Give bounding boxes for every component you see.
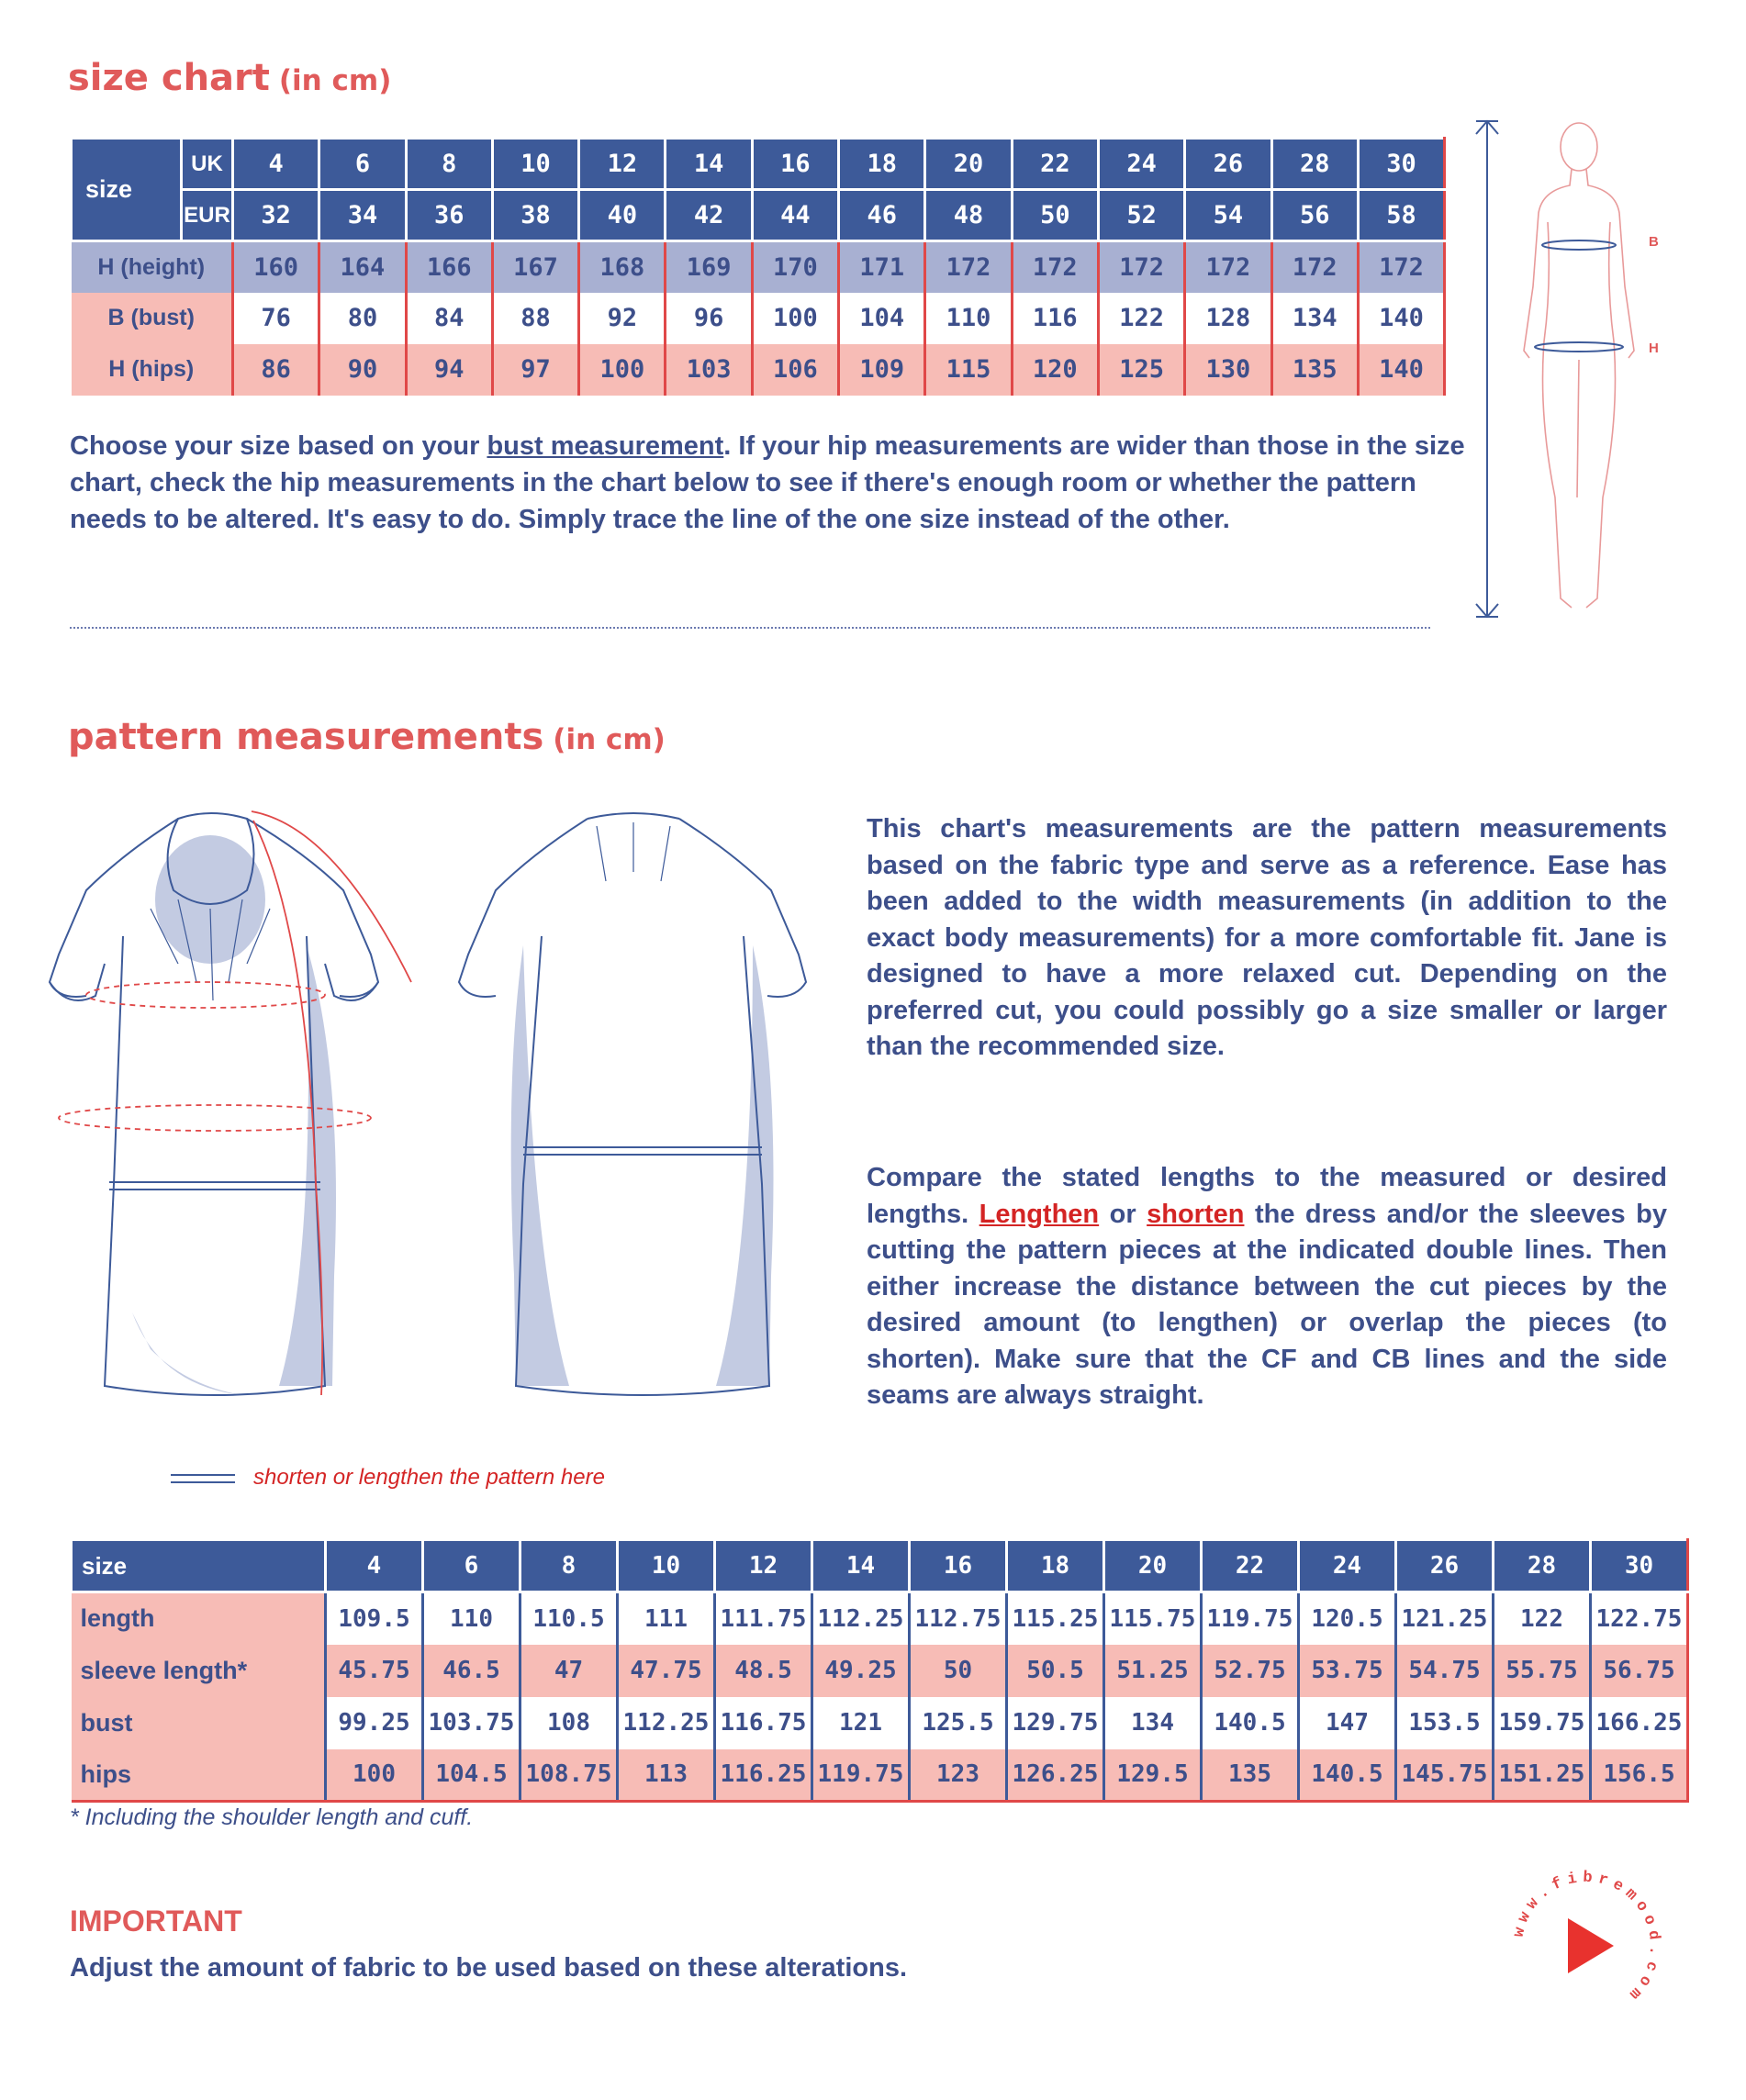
size-value-cell: 135 (1271, 344, 1358, 396)
fibremood-logo (1494, 1854, 1678, 2038)
size-value-cell: 84 (406, 293, 492, 344)
pattern-value-cell: 129.75 (1007, 1697, 1104, 1749)
uk-size-cell: 6 (319, 139, 406, 190)
important-title: IMPORTANT (70, 1905, 242, 1938)
size-value-cell: 80 (319, 293, 406, 344)
pattern-value-cell: 156.5 (1591, 1749, 1688, 1802)
pattern-value-cell: 115.25 (1007, 1592, 1104, 1645)
pattern-value-cell: 116.25 (715, 1749, 812, 1802)
lengthen-link[interactable]: Lengthen (979, 1199, 1100, 1229)
size-value-cell: 76 (233, 293, 319, 344)
row-label-hips: H (hips) (72, 344, 233, 396)
bust-measurement-link[interactable]: bust measurement (487, 431, 724, 461)
pattern-size-cell: 16 (910, 1540, 1007, 1592)
size-value-cell: 172 (925, 241, 1012, 293)
footnote: * Including the shoulder length and cuff. (70, 1804, 474, 1830)
pattern-value-cell: 111 (618, 1592, 715, 1645)
pattern-value-cell: 119.75 (812, 1749, 910, 1802)
size-value-cell: 104 (839, 293, 925, 344)
size-value-cell: 94 (406, 344, 492, 396)
eur-size-cell: 52 (1098, 190, 1184, 241)
size-value-cell: 169 (666, 241, 752, 293)
pattern-value-cell: 122.75 (1591, 1592, 1688, 1645)
pattern-row-bust (72, 1697, 1688, 1749)
size-uk-row (72, 139, 1445, 190)
size-value-cell: 172 (1358, 241, 1444, 293)
pattern-value-cell: 104.5 (423, 1749, 520, 1802)
size-row-bust (72, 293, 1445, 344)
size-value-cell: 166 (406, 241, 492, 293)
pattern-measurements-table (70, 1538, 1689, 1803)
pattern-value-cell: 50 (910, 1645, 1007, 1697)
size-value-cell: 106 (752, 344, 838, 396)
pattern-size-cell: 8 (520, 1540, 618, 1592)
shorten-link[interactable]: shorten (1147, 1199, 1245, 1229)
dress-back-illustration (450, 799, 835, 1423)
pattern-size-cell: 30 (1591, 1540, 1688, 1592)
eur-size-cell: 46 (839, 190, 925, 241)
size-eur-row (72, 190, 1445, 241)
pattern-value-cell: 46.5 (423, 1645, 520, 1697)
dress-front-illustration (40, 799, 444, 1423)
pattern-value-cell: 112.25 (618, 1697, 715, 1749)
pattern-value-cell: 47.75 (618, 1645, 715, 1697)
row-label-sleeve-length: sleeve length* (72, 1645, 326, 1697)
size-value-cell: 109 (839, 344, 925, 396)
pattern-value-cell: 110 (423, 1592, 520, 1645)
pattern-value-cell: 108.75 (520, 1749, 618, 1802)
size-value-cell: 160 (233, 241, 319, 293)
uk-size-cell: 28 (1271, 139, 1358, 190)
pattern-value-cell: 49.25 (812, 1645, 910, 1697)
pattern-row-sleeve-length (72, 1645, 1688, 1697)
uk-size-cell: 26 (1185, 139, 1271, 190)
pattern-title: pattern measurements (68, 716, 544, 758)
pattern-size-cell: 20 (1104, 1540, 1202, 1592)
eur-size-cell: 32 (233, 190, 319, 241)
size-value-cell: 125 (1098, 344, 1184, 396)
size-value-cell: 110 (925, 293, 1012, 344)
p2-text-a: Compare the stated lengths to the measured or desired lengths. (867, 1163, 1667, 1229)
pattern-value-cell: 52.75 (1202, 1645, 1299, 1697)
size-value-cell: 88 (492, 293, 578, 344)
pattern-value-cell: 103.75 (423, 1697, 520, 1749)
size-value-cell: 140 (1358, 344, 1444, 396)
size-value-cell: 97 (492, 344, 578, 396)
pattern-paragraph-1: This chart's measurements are the pattern measurements based on the fabric type and serve as a reference. Ease has been added to the width measurements (in addition to the exact body measurements) for a more comfortable fit. Jane is designed to have a more relaxed cut. Depending on the preferred cut, you could possibly go a size smaller or larger than the recommended size. (867, 814, 1667, 1061)
size-value-cell: 86 (233, 344, 319, 396)
eur-size-cell: 44 (752, 190, 838, 241)
uk-size-cell: 18 (839, 139, 925, 190)
legend-text: shorten or lengthen the pattern here (253, 1465, 605, 1490)
pattern-value-cell: 110.5 (520, 1592, 618, 1645)
pattern-size-cell: 10 (618, 1540, 715, 1592)
size-chart-table (70, 137, 1446, 396)
pattern-value-cell: 121 (812, 1697, 910, 1749)
eur-size-cell: 50 (1012, 190, 1098, 241)
pattern-value-cell: 112.75 (910, 1592, 1007, 1645)
size-value-cell: 172 (1271, 241, 1358, 293)
size-row-hips (72, 344, 1445, 396)
eur-size-cell: 34 (319, 190, 406, 241)
pattern-value-cell: 151.25 (1494, 1749, 1591, 1802)
note-before: Choose your size based on your (70, 431, 487, 461)
pattern-value-cell: 140.5 (1202, 1697, 1299, 1749)
size-value-cell: 120 (1012, 344, 1098, 396)
pattern-value-cell: 166.25 (1591, 1697, 1688, 1749)
uk-size-cell: 22 (1012, 139, 1098, 190)
size-value-cell: 96 (666, 293, 752, 344)
pattern-size-cell: 12 (715, 1540, 812, 1592)
eur-size-cell: 48 (925, 190, 1012, 241)
row-label-length: length (72, 1592, 326, 1645)
pattern-size-cell: 24 (1299, 1540, 1396, 1592)
p2-text-c: the dress and/or the sleeves by cutting the pattern pieces at the indicated double lines. Then either increase the distance between the cut pieces by the desired amount (to lengthen) or overlap the pieces (to shorten). Make sure that the CF and CB lines and the side seams are always straight. (867, 1199, 1668, 1410)
size-value-cell: 134 (1271, 293, 1358, 344)
size-value-cell: 115 (925, 344, 1012, 396)
row-label-bust: bust (72, 1697, 326, 1749)
uk-label: UK (182, 139, 233, 190)
eur-size-cell: 38 (492, 190, 578, 241)
eur-size-cell: 54 (1185, 190, 1271, 241)
pattern-value-cell: 56.75 (1591, 1645, 1688, 1697)
pattern-measurements-heading (68, 716, 666, 758)
pattern-size-cell: 6 (423, 1540, 520, 1592)
pattern-value-cell: 115.75 (1104, 1592, 1202, 1645)
eur-size-cell: 58 (1358, 190, 1444, 241)
size-value-cell: 100 (579, 344, 666, 396)
size-value-cell: 171 (839, 241, 925, 293)
size-value-cell: 130 (1185, 344, 1271, 396)
size-value-cell: 90 (319, 344, 406, 396)
pattern-value-cell: 51.25 (1104, 1645, 1202, 1697)
size-header-label: size (72, 139, 182, 241)
pattern-value-cell: 119.75 (1202, 1592, 1299, 1645)
size-chart-unit: (in cm) (278, 64, 392, 97)
double-line-icon (171, 1474, 235, 1483)
pattern-value-cell: 159.75 (1494, 1697, 1591, 1749)
pattern-size-cell: 26 (1396, 1540, 1494, 1592)
row-label-height: H (height) (72, 241, 233, 293)
pattern-value-cell: 48.5 (715, 1645, 812, 1697)
pattern-header-row (72, 1540, 1688, 1592)
pattern-paragraph-2 (867, 1160, 1667, 1414)
pattern-value-cell: 55.75 (1494, 1645, 1591, 1697)
pattern-value-cell: 129.5 (1104, 1749, 1202, 1802)
uk-size-cell: 4 (233, 139, 319, 190)
pattern-row-length (72, 1592, 1688, 1645)
size-value-cell: 116 (1012, 293, 1098, 344)
pattern-value-cell: 45.75 (326, 1645, 423, 1697)
size-chart-title: size chart (68, 57, 270, 99)
eur-size-cell: 56 (1271, 190, 1358, 241)
pattern-value-cell: 116.75 (715, 1697, 812, 1749)
body-figure-illustration (1469, 112, 1671, 626)
pattern-value-cell: 112.25 (812, 1592, 910, 1645)
row-label-bust: B (bust) (72, 293, 233, 344)
size-value-cell: 92 (579, 293, 666, 344)
pattern-size-cell: 18 (1007, 1540, 1104, 1592)
pattern-size-cell: 4 (326, 1540, 423, 1592)
size-value-cell: 122 (1098, 293, 1184, 344)
uk-size-cell: 8 (406, 139, 492, 190)
size-value-cell: 172 (1012, 241, 1098, 293)
figure-label-bust: B (1649, 234, 1659, 250)
pattern-value-cell: 122 (1494, 1592, 1591, 1645)
size-value-cell: 128 (1185, 293, 1271, 344)
pattern-value-cell: 140.5 (1299, 1749, 1396, 1802)
pattern-size-cell: 14 (812, 1540, 910, 1592)
eur-size-cell: 36 (406, 190, 492, 241)
pattern-value-cell: 99.25 (326, 1697, 423, 1749)
pattern-value-cell: 120.5 (1299, 1592, 1396, 1645)
pattern-value-cell: 100 (326, 1749, 423, 1802)
pattern-value-cell: 135 (1202, 1749, 1299, 1802)
pattern-size-cell: 28 (1494, 1540, 1591, 1592)
pattern-value-cell: 153.5 (1396, 1697, 1494, 1749)
size-value-cell: 140 (1358, 293, 1444, 344)
size-value-cell: 164 (319, 241, 406, 293)
note-after: . If your hip measurements are wider than those in the size chart, check the hip measurements in the chart below to see if there's enough room or whether the pattern needs to be altered. It's easy to do. Simply trace the line of the one size instead of the other. (70, 431, 1465, 534)
p2-text-b: or (1099, 1199, 1147, 1229)
size-chart-note (70, 428, 1465, 538)
section-divider (70, 627, 1430, 629)
pattern-size-cell: 22 (1202, 1540, 1299, 1592)
pattern-value-cell: 121.25 (1396, 1592, 1494, 1645)
pattern-value-cell: 145.75 (1396, 1749, 1494, 1802)
uk-size-cell: 14 (666, 139, 752, 190)
uk-size-cell: 12 (579, 139, 666, 190)
play-triangle-icon (1568, 1918, 1614, 1973)
size-value-cell: 172 (1185, 241, 1271, 293)
pattern-value-cell: 134 (1104, 1697, 1202, 1749)
eur-size-cell: 42 (666, 190, 752, 241)
pattern-value-cell: 47 (520, 1645, 618, 1697)
pattern-value-cell: 109.5 (326, 1592, 423, 1645)
important-text: Adjust the amount of fabric to be used based on these alterations. (70, 1953, 908, 1983)
pattern-value-cell: 50.5 (1007, 1645, 1104, 1697)
size-value-cell: 170 (752, 241, 838, 293)
pattern-row-hips (72, 1749, 1688, 1802)
row-label-hips: hips (72, 1749, 326, 1802)
uk-size-cell: 30 (1358, 139, 1444, 190)
pattern-unit: (in cm) (553, 723, 666, 756)
eur-label: EUR (182, 190, 233, 241)
pattern-size-label: size (72, 1540, 326, 1592)
size-value-cell: 172 (1098, 241, 1184, 293)
uk-size-cell: 10 (492, 139, 578, 190)
pattern-value-cell: 147 (1299, 1697, 1396, 1749)
pattern-value-cell: 113 (618, 1749, 715, 1802)
eur-size-cell: 40 (579, 190, 666, 241)
size-chart-heading (68, 57, 391, 99)
size-value-cell: 167 (492, 241, 578, 293)
pattern-value-cell: 123 (910, 1749, 1007, 1802)
pattern-value-cell: 111.75 (715, 1592, 812, 1645)
pattern-value-cell: 53.75 (1299, 1645, 1396, 1697)
figure-label-hips: H (1649, 341, 1659, 356)
uk-size-cell: 24 (1098, 139, 1184, 190)
size-value-cell: 103 (666, 344, 752, 396)
pattern-value-cell: 54.75 (1396, 1645, 1494, 1697)
pattern-value-cell: 126.25 (1007, 1749, 1104, 1802)
size-value-cell: 100 (752, 293, 838, 344)
uk-size-cell: 20 (925, 139, 1012, 190)
size-row-height (72, 241, 1445, 293)
size-value-cell: 168 (579, 241, 666, 293)
pattern-value-cell: 125.5 (910, 1697, 1007, 1749)
logo-text: www.fibremood.com (1510, 1869, 1663, 2006)
pattern-value-cell: 108 (520, 1697, 618, 1749)
uk-size-cell: 16 (752, 139, 838, 190)
